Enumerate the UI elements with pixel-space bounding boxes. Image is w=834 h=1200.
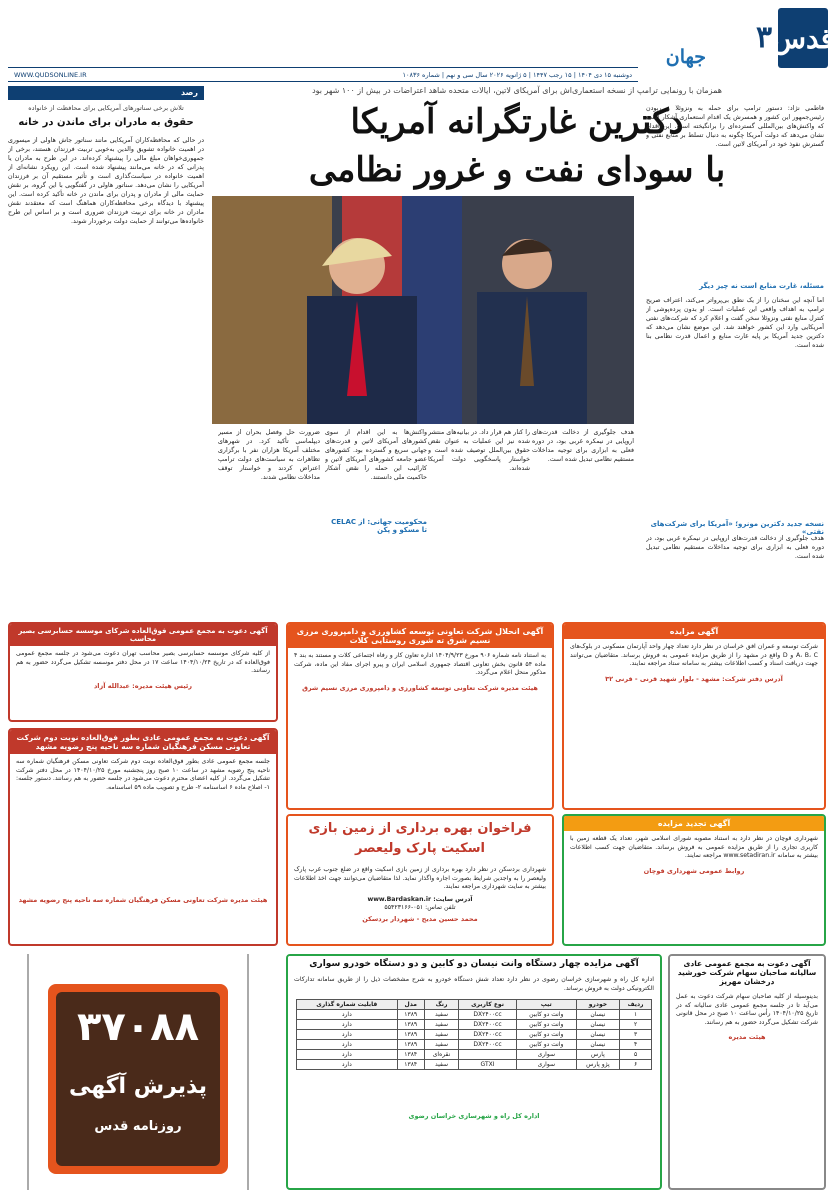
sidebar-kicker: تلاش برخی سناتورهای آمریکایی برای محافظت از خانواده — [28, 104, 184, 112]
table-cell: ۱ — [620, 1010, 652, 1020]
ad-skatepark-foot: محمد حسین مدیح - شهردار بردسکن — [362, 914, 478, 923]
table-cell: ۲ — [620, 1020, 652, 1030]
phone-line-1: پذیرش آگهی — [68, 1074, 208, 1099]
vehicle-table-wrap — [288, 997, 660, 1072]
table-row — [297, 1050, 652, 1060]
main-kicker: همزمان با رونمایی ترامپ از نسخه استعماری‌اش برای آمریکای لاتین، ایالات متحده شاهد اعتراضات در بیش از ۱۰۰ شهر بود — [312, 86, 722, 95]
column-a: هدف جلوگیری از دخالت قدرت‌های اروپایی در نیمکره غربی بود، در دوره فعلی به ابزاری برای توجیه مداخلات مستقیم نظامی تبدیل شده است. — [532, 429, 634, 463]
table-cell: نقره‌ای — [424, 1050, 458, 1060]
lead-paragraph: فاطمی نژاد: دستور ترامپ برای حمله به ونزوئلا و ربودن رئیس‌جمهور این کشور و همسرش یک اقدام استعماری آشکار است که واکنش‌های بین‌المللی گسترده‌ای را برانگیخته است. این اقدام نشان می‌دهد که دولت آمریکا چگونه به دنبال تسلط بر منابع نفتی و گسترش نفوذ خود در آمریکای لاتین است. — [646, 105, 824, 148]
section-title: جهان — [665, 46, 706, 68]
table-cell: دارد — [297, 1060, 398, 1070]
table-row — [297, 1030, 652, 1040]
table-cell: دارد — [297, 1050, 398, 1060]
ad-vehicle-auction-body: اداره کل راه و شهرسازی خراسان رضوی در نظر دارد تعداد شش دستگاه خودرو به شرح مشخصات ذیل را از طریق سامانه تدارکات الکترونیکی دولت به فروش برساند. — [294, 976, 654, 992]
table-cell: DX۲۴۰۰cc — [459, 1010, 517, 1020]
table-cell: DX۲۴۰۰cc — [459, 1020, 517, 1030]
vehicle-col-header: تیپ — [516, 1000, 576, 1010]
vehicle-table-header — [297, 1000, 652, 1010]
vehicle-col-header: قابلیت شماره گذاری — [297, 1000, 398, 1010]
table-cell: نیسان — [576, 1010, 619, 1020]
table-row — [297, 1020, 652, 1030]
table-cell: وانت دو کابین — [516, 1030, 576, 1040]
vehicle-table-body — [297, 1010, 652, 1070]
table-cell: پارس — [576, 1050, 619, 1060]
column-c: واکنش‌ها به این اقدام از سوی کشورهای آمریکای لاتین و قدرت‌های جهانی سریع و گسترده بود. کشورهای عضو جامعه کشورهای آمریکای لاتین و کارائیب این حمله را نقض آشکار حاکمیت ملی دانستند. — [325, 429, 427, 481]
ad-reception-banner — [8, 954, 278, 1190]
ad-skatepark — [286, 814, 554, 946]
logo-mark: قدس — [778, 8, 828, 68]
ad-shareholders-foot: هیئت مدیره — [728, 1033, 766, 1042]
table-cell: ۵ — [620, 1050, 652, 1060]
ad-dissolution-title: آگهی انحلال شرکت تعاونی توسعه کشاورزی و دامپروری مرزی نسیم شرق ته شوری روستایی کلات — [288, 624, 552, 648]
table-cell: نیسان — [576, 1020, 619, 1030]
column-d: ضرورت حل وفصل بحران از مسیر دیپلماسی تأکید کرد. در شهرهای مختلف آمریکا هزاران نفر با برگزاری تظاهرات به سیاست‌های دولت ترامپ اعتراض کردند و خواستار توقف مداخلات نظامی شدند. — [218, 429, 320, 481]
table-cell: نیسان — [576, 1040, 619, 1050]
table-row — [297, 1060, 652, 1070]
ad-skatepark-body: شهرداری بردسکن در نظر دارد بهره برداری از زمین بازی اسکیت واقع در ضلع جنوب غرب پارک ولیعصر را به واجدین شرایط بصورت اجاره واگذار نماید. لذا متقاضیان می‌توانند جهت اخذ اطلاعات بیشتر به سایت شهرداری مراجعه نمایند. — [294, 866, 546, 891]
table-cell: سفید — [424, 1020, 458, 1030]
website-link[interactable]: WWW.QUDSONLINE.IR — [14, 70, 87, 79]
table-cell: ۱۳۸۹ — [397, 1040, 424, 1050]
table-row — [297, 1040, 652, 1050]
table-cell: سفید — [424, 1060, 458, 1070]
ad-auction-body: شرکت توسعه و عمران افق خراسان در نظر دارد تعداد چهار واحد آپارتمان مسکونی در بلوک‌های A، B، C و D واقع در مشهد را از طریق مزایده عمومی به فروش برساند. متقاضیان می‌توانند جهت دریافت اسناد و کسب اطلاعات بیشتر به سامانه ستاد مراجعه نمایند. — [570, 643, 818, 668]
table-cell: ۴ — [620, 1040, 652, 1050]
masthead-logo — [704, 8, 834, 82]
ad-renewed-auction-foot: روابط عمومی شهرداری قوچان — [643, 866, 745, 875]
ad-assembly-2-title: آگهی دعوت به مجمع عمومی عادی بطور فوق‌العاده نوبت دوم شرکت تعاونی مسکن فرهنگیان شماره سه ناحیه پنج رضویه مشهد — [10, 730, 276, 754]
table-cell — [459, 1050, 517, 1060]
main-photo — [212, 196, 634, 424]
dateline — [8, 67, 638, 82]
table-cell: دارد — [297, 1040, 398, 1050]
ad-dissolution-body: به استناد نامه شماره ۹۰۶ مورخ ۱۴۰۴/۹/۲۳ اداره تعاون کار و رفاه اجتماعی کلات و مستند به بند ۴ ماده ۵۴ قانون بخش تعاونی اقتصاد جمهوری اسلامی ایران و پیرو اجرای مفاد این ماده، شرکت مذکور منحل اعلام می‌گردد. — [294, 652, 546, 677]
phone-number[interactable]: ۳۷۰۸۸ — [76, 1004, 200, 1050]
ad-dissolution — [286, 622, 554, 810]
photo-illustration — [212, 196, 634, 424]
ad-vehicle-auction — [286, 954, 662, 1190]
table-cell: ۱۳۸۹ — [397, 1020, 424, 1030]
table-cell: ۶ — [620, 1060, 652, 1070]
ad-assembly-1-foot: رئیس هیئت مدیره: عبدالله آزاد — [93, 681, 193, 690]
sidebar-body: در حالی که محافظه‌کاران آمریکایی مانند سناتور جاش هاولی از میسوری در اهمیت خانواده تشویق والدین به‌خوبی تربیت فرزندان هستند، برخی از جمهوری‌خواهان مبلغ مالی را پیشنهاد کرده‌اند. در این طرح به مادران یا پدرانی که در خانه می‌مانند پیشنهاد شده است. این رویکرد نشانه‌ای از اهمیت خانواده در سیاست‌گذاری است و تأثیر مستقیم آن بر فرزندان آمریکایی را نشان می‌دهد. سناتور هاولی در گفتگویی با این گروه، بر نقش حمایت مالی از مادران و پدران برای ماندن در خانه تأکید کرده است. این پیشنهاد با دیدگاه برخی محافظه‌کاران هماهنگ است که معتقدند نقش مادران در خانه برای تربیت فرزندان ضروری است و بر اساس این طرح خانواده‌ها می‌توانند از حمایت دولت برخوردار شوند. — [8, 137, 204, 225]
sidebar-header: رصد — [8, 86, 204, 100]
ad-skatepark-phone: تلفن تماس: ۰۵۱-۵۵۴۲۳۱۶۶ — [384, 904, 456, 912]
table-cell: DX۲۴۰۰cc — [459, 1030, 517, 1040]
table-cell: وانت دو کابین — [516, 1010, 576, 1020]
page-number: ۳ — [755, 20, 773, 55]
vehicle-col-header: مدل — [397, 1000, 424, 1010]
main-column-right-2: هدف جلوگیری از دخالت قدرت‌های اروپایی در نیمکره غربی بود، در دوره فعلی به ابزاری برای توجیه مداخلات مستقیم نظامی تبدیل شده است. — [646, 535, 824, 560]
table-cell: ۱۳۸۴ — [397, 1060, 424, 1070]
table-cell: نیسان — [576, 1030, 619, 1040]
ad-vehicle-auction-foot: اداره کل راه و شهرسازی خراسان رضوی — [408, 1112, 540, 1121]
table-cell: دارد — [297, 1030, 398, 1040]
table-cell: سواری — [516, 1060, 576, 1070]
table-cell: GTXI — [459, 1060, 517, 1070]
ad-assembly-2-body: جلسه مجمع عمومی عادی بطور فوق‌العاده نوبت دوم شرکت تعاونی مسکن فرهنگیان شماره سه ناحیه پنج رضویه مشهد در ساعت ۱۰ صبح روز پنجشنبه مورخ ۱۴۰۴/۱۰/۲۵ در محل دفتر شرکت تشکیل می‌گردد. از کلیه اعضای محترم دعوت می‌شود در جلسه حضور به هم رسانند. دستور جلسه: ۱- اصلاح ماده ۶ اساسنامه ۲- طرح و تصویب ماده ۵۹ اساسنامه. — [16, 758, 270, 791]
column-b: را کنار هم قرار داد. در بیانیه‌های منتشر شده نیز این عملیات به عنوان نقض حقوق بین‌الملل توصیف شده است و خواستار پاسخگویی دولت آمریکا شده‌اند. — [428, 429, 530, 472]
vehicle-col-header: خودرو — [576, 1000, 619, 1010]
ad-shareholders-title: آگهی دعوت به مجمع عمومی عادی سالیانه صاحبان سهام شرکت خورشید درخشان مهریز — [670, 956, 824, 989]
table-cell: ۱۳۸۴ — [397, 1050, 424, 1060]
phone-line-2: روزنامه قدس — [94, 1119, 182, 1134]
ad-assembly-1-title: آگهی دعوت به مجمع عمومی فوق‌العاده شرکای موسسه حسابرسی بصیر محاسب — [10, 624, 276, 646]
subhead-3: محکومیت جهانی: از CELAC تا مسکو و پکن — [331, 518, 427, 534]
table-cell: دارد — [297, 1020, 398, 1030]
ad-renewed-auction-title: آگهی تجدید مزایده — [564, 816, 824, 831]
table-cell: ۱۳۸۹ — [397, 1010, 424, 1020]
ad-vehicle-auction-title: آگهی مزایده چهار دستگاه وانت نیسان دو کابین و دو دستگاه خودرو سواری — [288, 956, 660, 972]
table-cell: پژو پارس — [576, 1060, 619, 1070]
main-headline-2: با سودای نفت و غرور نظامی — [308, 150, 726, 190]
sidebar-title: حقوق به مادران برای ماندن در خانه — [18, 117, 194, 128]
ad-assembly-1-body: از کلیه شرکای موسسه حسابرسی بصیر محاسب تهران دعوت می‌شود در جلسه مجمع عمومی فوق‌العاده که در تاریخ ۱۴۰۴/۱۰/۲۴ ساعت ۱۷ در محل دفتر موسسه تشکیل می‌گردد حضور به هم رسانند. — [16, 650, 270, 675]
date-text: دوشنبه ۱۵ دی ۱۴۰۴ | ۱۵ رجب ۱۴۴۷ | ۵ ژانویه ۲۰۲۶ سال سی و نهم | شماره ۱۰۸۳۶ — [402, 70, 632, 79]
table-cell: سفید — [424, 1030, 458, 1040]
vehicle-col-header: نوع کاربری — [459, 1000, 517, 1010]
main-headline-1: دکترین غارتگرانه آمریکا — [350, 102, 684, 142]
banner-graphic — [8, 954, 278, 1190]
ad-auction-foot: آدرس دفتر شرکت: مشهد - بلوار شهید قرنی - قرنی ۳۲ — [605, 674, 783, 683]
main-column-right: اما آنچه این سخنان را از یک نطق بی‌پرواتر می‌کند، اعتراف صریح ترامپ به اهداف واقعی این عملیات است. او بدون پرده‌پوشی از کنترل منابع نفتی ونزوئلا سخن گفت و اعلام کرد که شرکت‌های نفتی آمریکایی وارد این کشور خواهند شد. این موضع نشان می‌دهد که دکترین جدید آمریکا بر پایه غارت منابع و اعمال قدرت نظامی بنا شده است. — [646, 297, 824, 349]
vehicle-table — [296, 999, 652, 1070]
ad-auction-title: آگهی مزایده — [564, 624, 824, 639]
table-cell: وانت دو کابین — [516, 1040, 576, 1050]
ad-renewed-auction-body: شهرداری قوچان در نظر دارد به استناد مصوبه شورای اسلامی شهر، تعداد یک قطعه زمین با کاربری تجاری را از طریق مزایده عمومی به فروش برساند. متقاضیان جهت کسب اطلاعات بیشتر به سامانه www.setadiran.ir مراجعه نمایند. — [570, 835, 818, 860]
table-cell: وانت دو کابین — [516, 1020, 576, 1030]
table-cell: سفید — [424, 1010, 458, 1020]
table-cell: سفید — [424, 1040, 458, 1050]
subhead-1: مسئله، غارت منابع است نه چیز دیگر — [699, 282, 824, 290]
ad-renewed-auction — [562, 814, 826, 946]
table-cell: دارد — [297, 1010, 398, 1020]
table-row — [297, 1010, 652, 1020]
ad-assembly-1 — [8, 622, 278, 722]
table-cell: ۱۳۸۹ — [397, 1030, 424, 1040]
ad-dissolution-foot: هیئت مدیره شرکت تعاونی توسعه کشاورزی و دامپروری مرزی نسیم شرق — [302, 683, 538, 692]
ad-shareholders-body: بدینوسیله از کلیه صاحبان سهام شرکت دعوت به عمل می‌آید تا در جلسه مجمع عمومی عادی سالیانه که در تاریخ ۱۴۰۴/۱۰/۲۵ رأس ساعت ۱۰ صبح در محل قانونی شرکت تشکیل می‌گردد حضور به هم رسانند. — [676, 993, 818, 1026]
ad-auction — [562, 622, 826, 810]
ad-skatepark-title: فراخوان بهره برداری از زمین بازی اسکیت پارک ولیعصر — [288, 816, 552, 862]
ad-skatepark-site: آدرس سایت: www.Bardaskan.ir — [367, 895, 473, 903]
table-cell: سواری — [516, 1050, 576, 1060]
ad-assembly-2 — [8, 728, 278, 946]
table-cell: DX۲۴۰۰cc — [459, 1040, 517, 1050]
ad-assembly-2-foot: هیئت مدیره شرکت تعاونی مسکن فرهنگیان شماره سه ناحیه پنج رضویه مشهد — [18, 896, 268, 904]
vehicle-col-header: رنگ — [424, 1000, 458, 1010]
table-cell: ۳ — [620, 1030, 652, 1040]
subhead-2: نسخه جدید دکترین مونرو؛ «آمریکا برای شرکت‌های نفتی» — [650, 520, 824, 536]
vehicle-col-header: ردیف — [620, 1000, 652, 1010]
ad-shareholders — [668, 954, 826, 1190]
